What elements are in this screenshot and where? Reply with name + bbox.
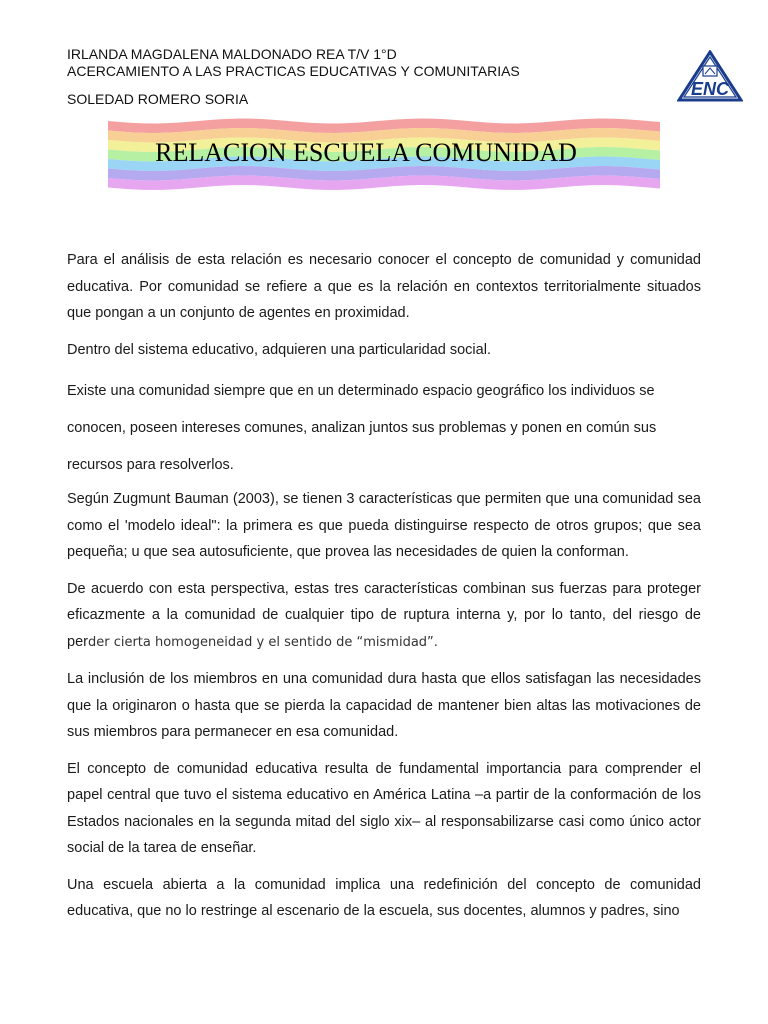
paragraph-4: Según Zugmunt Bauman (2003), se tienen 3 características que permiten que una comunidad sea como el 'modelo ideal": la primera es que pueda distinguirse respecto de otros grupos; que sea pequeña; u que sea autosuficiente, que provea las necesidades de quien la conforman. bbox=[67, 491, 701, 560]
paragraph-5-tail: der cierta homogeneidad y el sentido de “mismidad”. bbox=[87, 634, 438, 650]
school-logo bbox=[677, 50, 743, 102]
course-line: ACERCAMIENTO A LAS PRACTICAS EDUCATIVAS Y COMUNITARIAS bbox=[67, 63, 520, 79]
paragraph-5-main: De acuerdo con esta perspectiva, estas tres características combinan sus fuerzas para proteger eficazmente a la comunidad de cualquier tipo de ruptura interna y, por lo tanto, del riesgo de per bbox=[67, 580, 701, 650]
paragraph-7: El concepto de comunidad educativa resulta de fundamental importancia para comprender el papel central que tuvo el sistema educativo en América Latina –a partir de la conformación de los Estados nacionales en la segunda mitad del siglo xix– al responsabilizarse casi como único actor social de la tarea de enseñar. bbox=[67, 760, 701, 856]
paragraph-3: Existe una comunidad siempre que en un determinado espacio geográfico los individuos se conocen, poseen intereses comunes, analizan juntos sus problemas y ponen en común sus recursos para resolverlos. bbox=[67, 383, 657, 473]
paragraph-6: La inclusión de los miembros en una comunidad dura hasta que ellos satisfagan las necesidades que la originaron o hasta que se pierda la capacidad de mantener bien altas las motivaciones de sus miembros para permanecer en esa comunidad. bbox=[67, 671, 701, 740]
paragraph-5 bbox=[67, 576, 701, 657]
teacher-line: SOLEDAD ROMERO SORIA bbox=[67, 91, 249, 107]
document-body bbox=[67, 247, 701, 935]
paragraph-1: Para el análisis de esta relación es necesario conocer el concepto de comunidad y comunidad educativa. Por comunidad se refiere a que es la relación en contextos territorialmente situados que pongan a un conjunto de agentes en proximidad. bbox=[67, 252, 701, 321]
logo-text: ENC bbox=[690, 79, 730, 99]
author-line: IRLANDA MAGDALENA MALDONADO REA T/V 1°D bbox=[67, 46, 397, 62]
paragraph-2: Dentro del sistema educativo, adquieren una particularidad social. bbox=[67, 341, 491, 358]
paragraph-8: Una escuela abierta a la comunidad implica una redefinición del concepto de comunidad educativa, que no lo restringe al escenario de la escuela, sus docentes, alumnos y padres, sino bbox=[67, 876, 701, 919]
page-title: RELACION ESCUELA COMUNIDAD bbox=[155, 138, 577, 167]
